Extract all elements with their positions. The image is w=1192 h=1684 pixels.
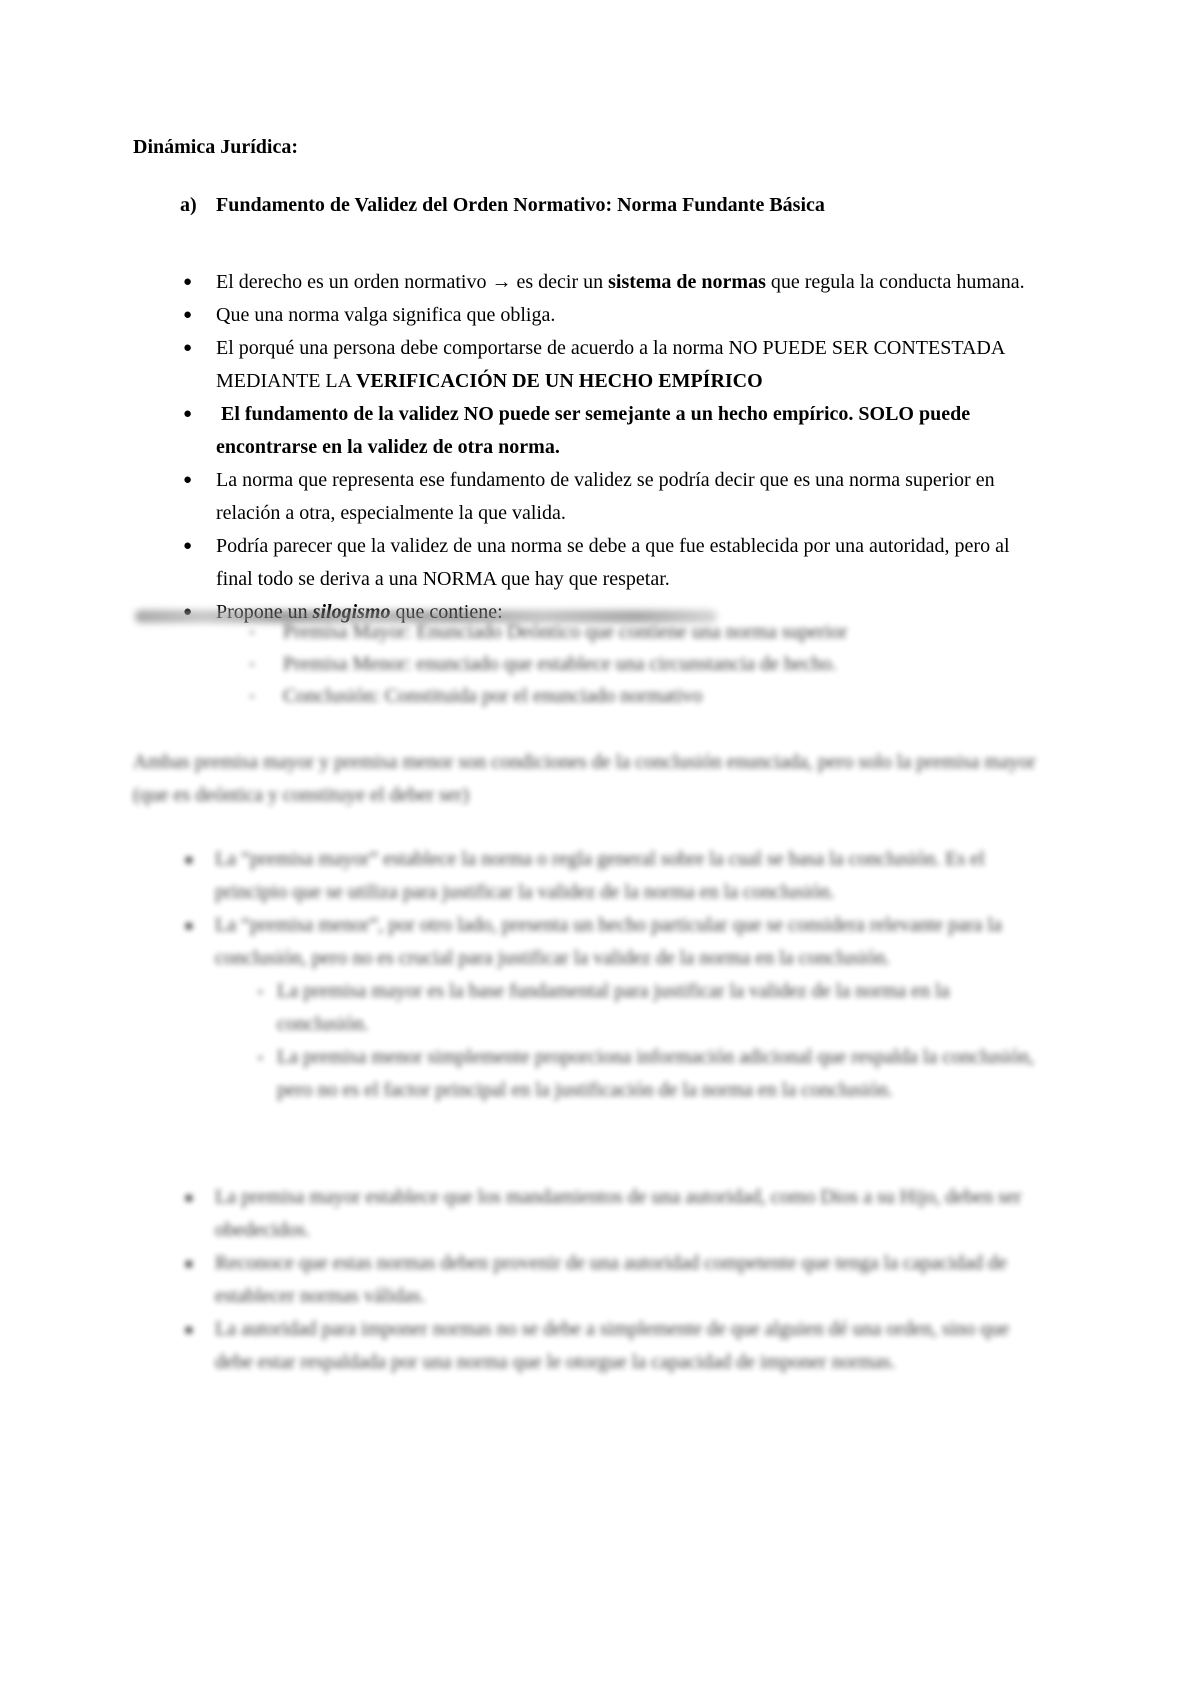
square-bullet-icon: ▪ xyxy=(258,984,263,999)
blurred-paragraph: Ambas premisa mayor y premisa menor son condiciones de la conclusión enunciada, pero solo la premisa mayor (que es deóntica y constituye el deber ser) xyxy=(133,751,1036,806)
bullet-icon: ● xyxy=(183,406,193,422)
sub-bullet-item xyxy=(133,975,1044,1041)
square-bullet-icon: ■ xyxy=(185,918,193,933)
bullet-item xyxy=(133,332,1044,398)
text-run: La autoridad para imponer normas no se debe a simplemente de que alguien dé una orden, sino que debe estar respaldada por una norma que le otorgue la capacidad de imponer normas. xyxy=(215,1318,1015,1373)
authority-list xyxy=(133,1181,1044,1379)
heading-list-marker: a) xyxy=(180,194,197,216)
bullet-icon: ● xyxy=(183,472,193,488)
bullet-item xyxy=(133,398,1044,464)
sub-bullet-item xyxy=(133,648,1044,680)
main-bullet-list xyxy=(133,266,1044,629)
bullet-item xyxy=(133,530,1044,596)
bullet-icon: ● xyxy=(183,538,193,554)
text-run: La “premisa mayor” establece la norma o regla general sobre la cual se basa la conclusión. Es el principio que se utiliza para justificar la validez de la norma en la conclusión. xyxy=(215,848,990,903)
text-run: La “premisa menor”, por otro lado, presenta un hecho particular que se considera relevante para la conclusión, pero no es crucial para justificar la validez de la norma en la conclusión. xyxy=(215,914,1007,969)
text-run: Que una norma valga significa que obliga. xyxy=(216,304,556,326)
text-run: Premisa Menor: enunciado que establece una circunstancia de hecho. xyxy=(283,653,837,675)
syllogism-sublist xyxy=(133,616,1044,712)
text-run: La norma que representa ese fundamento de validez se podría decir que es una norma superior en relación a otra, especialmente la que valida. xyxy=(216,469,1000,524)
blurred-region xyxy=(133,616,1044,1379)
square-bullet-icon: ▪ xyxy=(250,657,255,671)
square-bullet-item xyxy=(133,1181,1044,1247)
text-run: Conclusión: Constituida por el enunciado normativo xyxy=(283,685,703,707)
text-run: La premisa mayor es la base fundamental para justificar la validez de la norma en la conclusión. xyxy=(277,980,955,1035)
text-run-bold: VERIFICACIÓN DE UN HECHO EMPÍRICO xyxy=(355,370,763,392)
square-bullet-icon: ▪ xyxy=(258,1050,263,1065)
sub-bullet-item xyxy=(133,1041,1044,1107)
section-heading xyxy=(133,189,1044,222)
bullet-icon: ● xyxy=(183,274,193,290)
text-run: Reconoce que estas normas deben provenir de una autoridad competente que tenga la capacidad de establecer normas válidas. xyxy=(215,1252,1012,1307)
bullet-icon: ● xyxy=(183,340,193,356)
bullet-item xyxy=(133,464,1044,530)
section-heading-text: Fundamento de Validez del Orden Normativo: Norma Fundante Básica xyxy=(216,194,825,216)
text-run: El derecho es un orden normativo → es decir un xyxy=(216,271,609,293)
square-bullet-icon: ■ xyxy=(185,1256,193,1271)
square-bullet-item xyxy=(133,909,1044,975)
square-bullet-icon: ■ xyxy=(185,1322,193,1337)
text-run: Premisa Mayor: Enunciado Deóntico que contiene una norma superior xyxy=(283,621,848,643)
text-run-bold: El fundamento de la validez NO puede ser semejante a un hecho empírico. SOLO puede encontrarse en la validez de otra norma. xyxy=(216,403,976,458)
square-bullet-item xyxy=(133,843,1044,909)
text-run: El porqué una persona debe comportarse de acuerdo a la norma NO PUEDE SER CONTESTADA MEDIANTE LA xyxy=(216,337,1010,392)
square-bullet-item xyxy=(133,1247,1044,1313)
square-bullet-icon: ▪ xyxy=(250,689,255,703)
premises-list xyxy=(133,843,1044,975)
sub-bullet-item xyxy=(133,616,1044,648)
text-run: Podría parecer que la validez de una norma se debe a que fue establecida por una autoridad, pero al final todo se deriva a una NORMA que hay que respetar. xyxy=(216,535,1015,590)
page-title: Dinámica Jurídica: xyxy=(133,136,298,158)
square-bullet-icon: ▪ xyxy=(250,625,255,639)
text-run: que regula la conducta humana. xyxy=(765,271,1025,293)
bullet-item xyxy=(133,299,1044,332)
bullet-icon: ● xyxy=(183,307,193,323)
premises-sublist xyxy=(133,975,1044,1107)
text-run: La premisa menor simplemente proporciona información adicional que respalda la conclusión, pero no es el factor principal en la justificación de la norma en la conclusión. xyxy=(277,1046,1039,1101)
document-content xyxy=(133,0,1044,1379)
text-run: La premisa mayor establece que los mandamientos de una autoridad, como Dios a su Hijo, deben ser obedecidos. xyxy=(215,1186,1027,1241)
square-bullet-icon: ■ xyxy=(185,1190,193,1205)
text-run-bold: sistema de normas xyxy=(608,271,766,293)
sub-bullet-item xyxy=(133,680,1044,712)
square-bullet-item xyxy=(133,1313,1044,1379)
bullet-item xyxy=(133,266,1044,299)
square-bullet-icon: ■ xyxy=(185,852,193,867)
